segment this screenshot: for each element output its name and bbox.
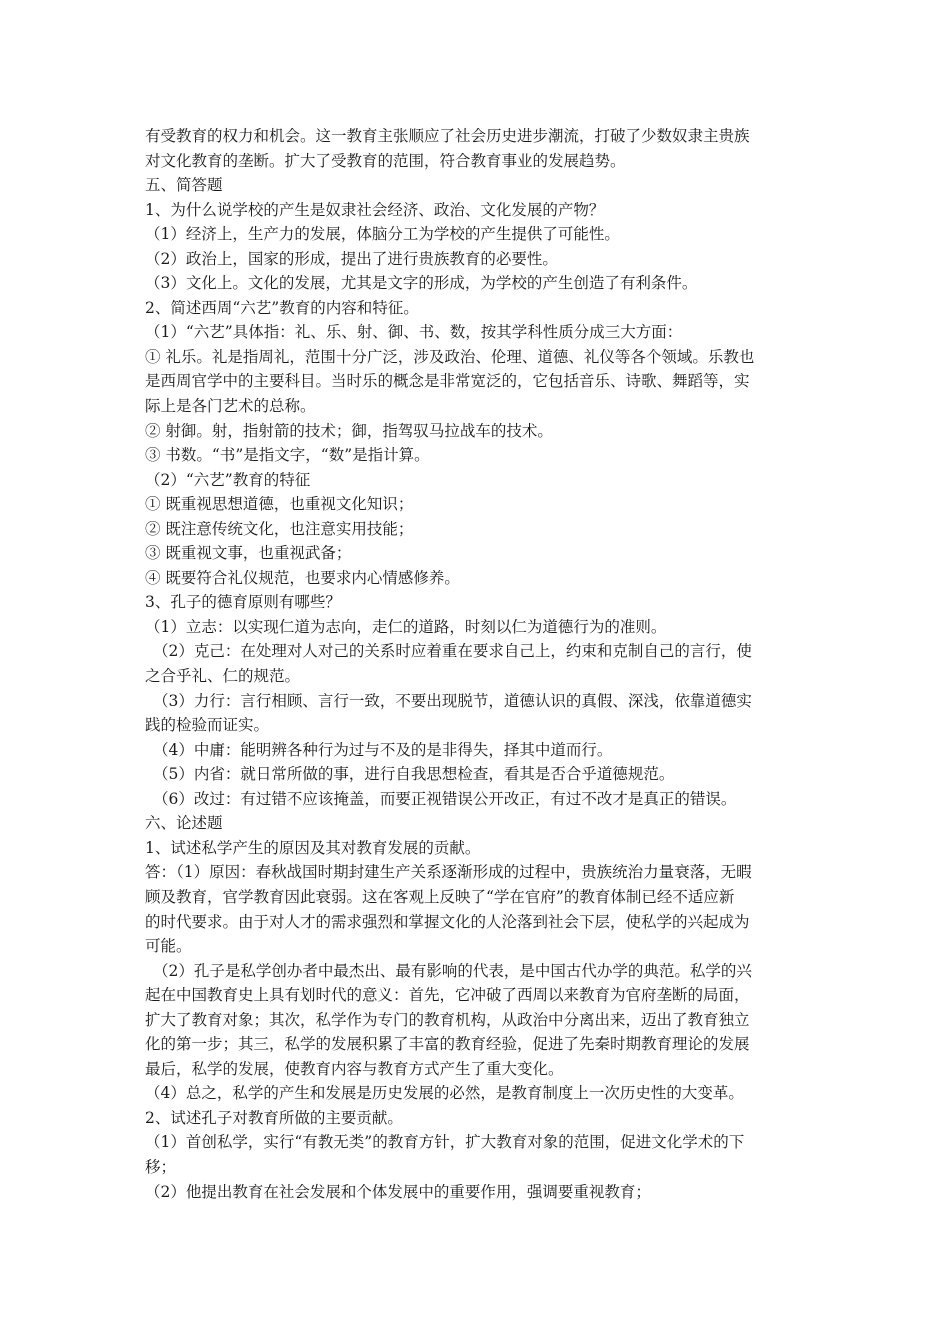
text-line: ② 既注意传统文化，也注意实用技能；	[145, 519, 414, 538]
text-line: ④ 既要符合礼仪规范，也要求内心情感修养。	[145, 568, 460, 587]
section-heading: 六、论述题	[145, 814, 223, 833]
text-line: （2）孔子是私学创办者中最杰出、最有影响的代表，是中国古代办学的典范。私学的兴	[153, 961, 752, 980]
text-line: （3）力行：言行相顾、言行一致，不要出现脱节，道德认识的真假、深浅，依靠道德实	[153, 691, 752, 710]
text-line: 顾及教育，官学教育因此衰弱。这在客观上反映了“学在官府”的教育体制已经不适应新	[145, 887, 735, 906]
text-line: 的时代要求。由于对人才的需求强烈和掌握文化的人沦落到社会下层，使私学的兴起成为	[145, 912, 750, 931]
text-line: 可能。	[145, 937, 192, 956]
document-page	[145, 124, 813, 1204]
text-line: （2）“六艺”教育的特征	[145, 470, 311, 489]
text-line: 是西周官学中的主要科目。当时乐的概念是非常宽泛的，它包括音乐、诗歌、舞蹈等，实	[145, 372, 750, 391]
text-line: 之合乎礼、仁的规范。	[145, 667, 301, 686]
text-line: ③ 既重视文事，也重视武备；	[145, 544, 352, 563]
text-line: （6）改过：有过错不应该掩盖，而要正视错误公开改正，有过不改才是真正的错误。	[153, 789, 737, 808]
text-line: （2）克己：在处理对人对己的关系时应着重在要求自己上，约束和克制自己的言行，使	[153, 642, 752, 661]
text-line: 践的检验而证实。	[145, 716, 270, 735]
text-line: （4）总之，私学的产生和发展是历史发展的必然，是教育制度上一次历史性的大变革。	[145, 1084, 744, 1103]
text-line: （1）首创私学，实行“有教无类”的教育方针，扩大教育对象的范围，促进文化学术的下	[145, 1133, 745, 1152]
text-line: ① 礼乐。礼是指周礼，范围十分广泛，涉及政治、伦理、道德、礼仪等各个领域。乐教也	[145, 347, 755, 366]
text-line: 有受教育的权力和机会。这一教育主张顺应了社会历史进步潮流，打破了少数奴隶主贵族	[145, 127, 750, 145]
text-line: （1）“六艺”具体指：礼、乐、射、御、书、数，按其学科性质分成三大方面：	[145, 323, 683, 342]
question-heading: 1、试述私学产生的原因及其对教育发展的贡献。	[145, 838, 481, 857]
section-heading: 五、简答题	[145, 176, 223, 195]
text-line: 际上是各门艺术的总称。	[145, 397, 316, 416]
text-line: （1）立志：以实现仁道为志向，走仁的道路，时刻以仁为道德行为的准则。	[145, 617, 667, 636]
text-line: （1）经济上，生产力的发展，体脑分工为学校的产生提供了可能性。	[145, 225, 620, 244]
text-line: （2）他提出教育在社会发展和个体发展中的重要作用，强调要重视教育；	[145, 1182, 651, 1201]
text-line: （3）文化上。文化的发展，尤其是文字的形成，为学校的产生创造了有利条件。	[145, 274, 698, 293]
text-line: （5）内省：就日常所做的事，进行自我思想检查，看其是否合乎道德规范。	[153, 765, 675, 784]
question-heading: 1、为什么说学校的产生是奴隶社会经济、政治、文化发展的产物？	[145, 200, 605, 219]
text-line: 移；	[145, 1157, 177, 1176]
text-line: （2）政治上，国家的形成，提出了进行贵族教育的必要性。	[145, 249, 558, 268]
question-heading: 2、试述孔子对教育所做的主要贡献。	[145, 1108, 403, 1127]
text-line: 扩大了教育对象；其次，私学作为专门的教育机构，从政治中分离出来，迈出了教育独立	[145, 1010, 750, 1029]
text-line: ② 射御。射，指射箭的技术；御，指驾驭马拉战车的技术。	[145, 421, 553, 440]
question-heading: 3、孔子的德育原则有哪些？	[145, 593, 341, 612]
text-line: 对文化教育的垄断。扩大了受教育的范围，符合教育事业的发展趋势。	[145, 151, 626, 170]
text-line: 答：（1）原因：春秋战国时期封建生产关系逐渐形成的过程中，贵族统治力量衰落，无暇	[145, 863, 752, 882]
text-line: ③ 书数。“书”是指文字，“数”是指计算。	[145, 446, 430, 465]
text-line: （4）中庸：能明辨各种行为过与不及的是非得失，择其中道而行。	[153, 740, 613, 759]
text-line: 最后，私学的发展，使教育内容与教育方式产生了重大变化。	[145, 1059, 564, 1078]
text-line: 起在中国教育史上具有划时代的意义：首先，它冲破了西周以来教育为官府垄断的局面，	[145, 986, 750, 1005]
text-line: ① 既重视思想道德，也重视文化知识；	[145, 495, 414, 514]
text-line: 化的第一步；其三，私学的发展积累了丰富的教育经验，促进了先秦时期教育理论的发展	[145, 1035, 750, 1054]
question-heading: 2、简述西周“六艺”教育的内容和特征。	[145, 298, 419, 317]
